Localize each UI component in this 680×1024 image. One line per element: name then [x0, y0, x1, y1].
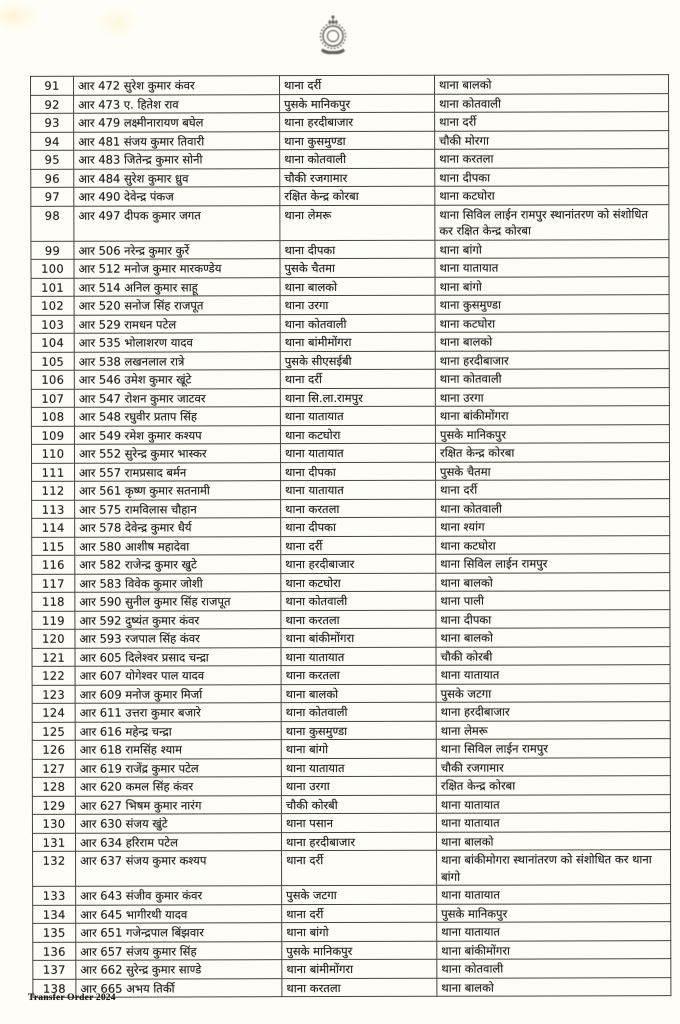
- name-cell: आर 616 महेन्द्र चन्द्रा: [75, 721, 281, 740]
- table-row: [31, 204, 669, 241]
- name-cell: आर 605 दिलेश्वर प्रसाद चन्द्रा: [75, 647, 281, 666]
- from-posting-cell: थाना दर्री: [280, 75, 435, 94]
- to-posting-cell: थाना बांकीमोंगरा: [437, 940, 671, 959]
- table-row: [31, 406, 669, 426]
- table-row: [32, 572, 670, 592]
- to-posting-cell: चौकी रजगामार: [436, 757, 670, 776]
- to-posting-cell: थाना बालको: [435, 332, 669, 351]
- to-posting-cell: रक्षित केन्द्र कोरबा: [435, 443, 669, 462]
- from-posting-cell: थाना पसान: [281, 813, 436, 832]
- name-cell: आर 538 लखनलाल रात्रे: [74, 351, 280, 370]
- from-posting-cell: थाना दर्री: [280, 369, 435, 388]
- from-posting-cell: थाना कटघोरा: [281, 573, 436, 592]
- name-cell: आर 627 भिषम कुमार नारंग: [75, 795, 281, 814]
- serial-cell: 117: [32, 574, 75, 593]
- table-row: [32, 665, 670, 685]
- to-posting-cell: थाना बांगो: [435, 239, 669, 258]
- to-posting-cell: थाना सिविल लाईन रामपुर: [436, 739, 670, 758]
- table-row: [31, 313, 669, 333]
- name-cell: आर 651 गजेन्द्रपाल बिंझवार: [76, 923, 282, 942]
- table-row: [32, 628, 670, 648]
- name-cell: आर 634 हरिराम पटेल: [75, 832, 281, 851]
- name-cell: आर 481 संजय कुमार तिवारी: [74, 131, 280, 150]
- serial-cell: 99: [31, 241, 74, 260]
- serial-cell: 110: [31, 444, 74, 463]
- from-posting-cell: थाना बांगो: [282, 922, 437, 941]
- name-cell: आर 619 राजेंद्र कुमार पटेल: [75, 758, 281, 777]
- to-posting-cell: थाना बांकीमोंगरा: [435, 406, 669, 425]
- name-cell: आर 662 सुरेन्द्र कुमार साण्डे: [76, 960, 282, 979]
- to-posting-cell: चौकी मोरगा: [435, 130, 669, 149]
- name-cell: आर 618 रामसिंह श्याम: [75, 740, 281, 759]
- table-row: [33, 959, 671, 979]
- from-posting-cell: थाना यातायात: [281, 647, 436, 666]
- transfer-order-table: [30, 74, 671, 998]
- to-posting-cell: थाना यातायात: [435, 258, 669, 277]
- footer-label: Transfer Order 2024: [28, 993, 116, 1003]
- to-posting-cell: थाना कोतवाली: [435, 369, 669, 388]
- table-row: [31, 130, 669, 150]
- name-cell: आर 552 सुरेन्द्र कुमार भास्कर: [74, 444, 280, 463]
- from-posting-cell: थाना यातायात: [280, 406, 435, 425]
- serial-cell: 121: [32, 648, 75, 667]
- name-cell: आर 609 मनोज कुमार मिर्जा: [75, 684, 281, 703]
- serial-cell: 100: [31, 259, 74, 278]
- serial-cell: 135: [33, 923, 76, 942]
- table-row: [32, 794, 670, 814]
- to-posting-cell: थाना यातायात: [437, 885, 671, 904]
- from-posting-cell: थाना दीपका: [281, 517, 436, 536]
- name-cell: आर 547 रोशन कुमार जाटवर: [74, 388, 280, 407]
- serial-cell: 123: [32, 685, 75, 704]
- serial-cell: 95: [31, 150, 74, 169]
- name-cell: आर 535 भोलाशरण यादव: [74, 333, 280, 352]
- serial-cell: 127: [32, 759, 75, 778]
- table-row: [32, 609, 670, 629]
- name-cell: आर 561 कृष्ण कुमार सतनामी: [75, 481, 281, 500]
- from-posting-cell: थाना दर्री: [282, 904, 437, 923]
- name-cell: आर 643 संजीव कुमार कंवर: [76, 886, 282, 905]
- table-row: [31, 75, 669, 95]
- from-posting-cell: थाना यातायात: [281, 480, 436, 499]
- serial-cell: 116: [32, 555, 75, 574]
- to-posting-cell: थाना यातायात: [437, 922, 671, 941]
- table-row: [31, 276, 669, 296]
- from-posting-cell: थाना कोतवाली: [280, 314, 435, 333]
- to-posting-cell: पुसके मानिकपुर: [437, 903, 671, 922]
- serial-cell: 107: [31, 389, 74, 408]
- from-posting-cell: थाना करतला: [281, 665, 436, 684]
- to-posting-cell: थाना उरगा: [435, 387, 669, 406]
- from-posting-cell: थाना हरदीबाजार: [281, 554, 436, 573]
- serial-cell: 112: [32, 481, 75, 500]
- table-row: [31, 186, 669, 206]
- from-posting-cell: थाना यातायात: [281, 758, 436, 777]
- table-row: [33, 850, 671, 887]
- to-posting-cell: थाना बालको: [436, 831, 670, 850]
- to-posting-cell: पुसके जटगा: [436, 683, 670, 702]
- name-cell: आर 578 देवेन्द्र कुमार धैर्य: [75, 518, 281, 537]
- from-posting-cell: थाना सि.ला.रामपुर: [280, 388, 435, 407]
- name-cell: आर 593 रजपाल सिंह कंवर: [75, 629, 281, 648]
- from-posting-cell: चौकी रजगामार: [280, 168, 435, 187]
- serial-cell: 104: [31, 333, 74, 352]
- name-cell: आर 484 सुरेश कुमार ध्रुव: [74, 168, 280, 187]
- table-row: [33, 940, 671, 960]
- serial-cell: 124: [32, 703, 75, 722]
- to-posting-cell: थाना दर्री: [436, 480, 670, 499]
- to-posting-cell: थाना बांगो: [435, 276, 669, 295]
- table-row: [31, 167, 669, 187]
- table-row: [32, 461, 670, 481]
- to-posting-cell: थाना लेमरू: [436, 720, 670, 739]
- name-cell: आर 514 अनिल कुमार साहू: [74, 277, 280, 296]
- table-row: [32, 702, 670, 722]
- name-cell: आर 483 जितेन्द्र कुमार सोनी: [74, 150, 280, 169]
- table-row: [32, 739, 670, 759]
- name-cell: आर 590 सुनील कुमार सिंह राजपूत: [75, 592, 281, 611]
- serial-cell: 108: [31, 407, 74, 426]
- table-row: [31, 369, 669, 389]
- to-posting-cell: थाना कोतवाली: [436, 498, 670, 517]
- name-cell: आर 490 देवेन्द्र पंकज: [74, 187, 280, 206]
- name-cell: आर 665 अभय तिर्की: [76, 978, 282, 997]
- serial-cell: 92: [31, 95, 74, 114]
- from-posting-cell: थाना कुसमुण्डा: [281, 721, 436, 740]
- from-posting-cell: थाना दर्री: [282, 850, 437, 885]
- serial-cell: 111: [32, 463, 75, 482]
- from-posting-cell: चौकी कोरबी: [281, 795, 436, 814]
- to-posting-cell: थाना हरदीबाजार: [435, 350, 669, 369]
- from-posting-cell: पुसके मानिकपुर: [280, 94, 435, 113]
- table-row: [31, 93, 669, 113]
- name-cell: आर 592 दुष्यंत कुमार कंवर: [75, 610, 281, 629]
- table-row: [32, 757, 670, 777]
- table-row: [31, 387, 669, 407]
- serial-cell: 101: [31, 278, 74, 297]
- to-posting-cell: थाना हरदीबाजार: [436, 702, 670, 721]
- name-cell: आर 549 रमेश कुमार कश्यप: [74, 425, 280, 444]
- to-posting-cell: पुसके चैतमा: [436, 461, 670, 480]
- serial-cell: 128: [32, 777, 75, 796]
- to-posting-cell: थाना दीपका: [436, 609, 670, 628]
- to-posting-cell: थाना कटघोरा: [435, 313, 669, 332]
- serial-cell: 137: [33, 960, 76, 979]
- serial-cell: 103: [31, 315, 74, 334]
- name-cell: आर 506 नरेन्द्र कुमार कुर्रे: [74, 240, 280, 259]
- name-cell: आर 529 रामधन पटेल: [74, 314, 280, 333]
- name-cell: आर 575 रामविलास चौहान: [75, 499, 281, 518]
- to-posting-cell: थाना सिविल लाईन रामपुर: [436, 554, 670, 573]
- table-row: [32, 831, 670, 851]
- serial-cell: 118: [32, 592, 75, 611]
- table-row: [33, 885, 671, 905]
- to-posting-cell: थाना दर्री: [435, 112, 669, 131]
- serial-cell: 97: [31, 187, 74, 206]
- from-posting-cell: थाना कोतवाली: [281, 591, 436, 610]
- to-posting-cell: थाना यातायात: [436, 794, 670, 813]
- name-cell: आर 645 भागीरथी यादव: [76, 904, 282, 923]
- table-row: [32, 591, 670, 611]
- table-row: [31, 239, 669, 259]
- to-posting-cell: थाना कटघोरा: [435, 186, 669, 205]
- name-cell: आर 630 संजय खुंटे: [75, 814, 281, 833]
- name-cell: आर 472 सुरेश कुमार कंवर: [74, 76, 280, 95]
- name-cell: आर 546 उमेश कुमार खूंटे: [74, 370, 280, 389]
- from-posting-cell: थाना यातायात: [280, 443, 435, 462]
- table-row: [32, 683, 670, 703]
- to-posting-cell: चौकी कोरबी: [436, 646, 670, 665]
- to-posting-cell: थाना दीपका: [435, 167, 669, 186]
- from-posting-cell: थाना दर्री: [281, 536, 436, 555]
- to-posting-cell: थाना श्यांग: [436, 517, 670, 536]
- to-posting-cell: थाना पाली: [436, 591, 670, 610]
- table-row: [31, 350, 669, 370]
- from-posting-cell: थाना दीपका: [281, 462, 436, 481]
- police-badge-icon: [315, 14, 351, 60]
- name-cell: आर 479 लक्ष्मीनारायण बघेल: [74, 113, 280, 132]
- from-posting-cell: थाना दीपका: [280, 240, 435, 259]
- name-cell: आर 657 संजय कुमार सिंह: [76, 941, 282, 960]
- from-posting-cell: पुसके जटगा: [282, 885, 437, 904]
- to-posting-cell: थाना कटघोरा: [436, 535, 670, 554]
- from-posting-cell: थाना बांकीमोंगरा: [281, 628, 436, 647]
- name-cell: आर 548 रघुवीर प्रताप सिंह: [74, 407, 280, 426]
- from-posting-cell: थाना उरगा: [281, 776, 436, 795]
- from-posting-cell: थाना करतला: [281, 499, 436, 518]
- serial-cell: 129: [32, 796, 75, 815]
- serial-cell: 134: [33, 905, 76, 924]
- serial-cell: 105: [31, 352, 74, 371]
- from-posting-cell: थाना लेमरू: [280, 205, 435, 240]
- from-posting-cell: थाना बालको: [280, 277, 435, 296]
- table-row: [33, 977, 671, 997]
- table-row: [32, 646, 670, 666]
- to-posting-cell: थाना बांकीमोगरा स्थानांतरण को संशोधित कर थाना बांगो: [437, 850, 671, 886]
- table-row: [33, 903, 671, 923]
- serial-cell: 114: [32, 518, 75, 537]
- serial-cell: 96: [31, 169, 74, 188]
- table-row: [32, 776, 670, 796]
- serial-cell: 138: [33, 979, 76, 998]
- table-row: [31, 295, 669, 315]
- to-posting-cell: थाना बालको: [436, 572, 670, 591]
- to-posting-cell: थाना बालको: [436, 628, 670, 647]
- from-posting-cell: पुसके सीएसईबी: [280, 351, 435, 370]
- serial-cell: 133: [33, 886, 76, 905]
- serial-cell: 132: [33, 851, 76, 886]
- serial-cell: 119: [32, 611, 75, 630]
- table-row: [32, 535, 670, 555]
- serial-cell: 136: [33, 942, 76, 961]
- serial-cell: 120: [32, 629, 75, 648]
- name-cell: आर 607 योगेश्वर पाल यादव: [75, 666, 281, 685]
- table-row: [32, 480, 670, 500]
- from-posting-cell: थाना करतला: [281, 610, 436, 629]
- table-row: [31, 443, 669, 463]
- name-cell: आर 583 विवेक कुमार जोशी: [75, 573, 281, 592]
- serial-cell: 125: [32, 722, 75, 741]
- name-cell: आर 557 रामप्रसाद बर्मन: [75, 462, 281, 481]
- table-row: [32, 498, 670, 518]
- to-posting-cell: थाना करतला: [435, 149, 669, 168]
- serial-cell: 106: [31, 370, 74, 389]
- table-row: [31, 332, 669, 352]
- transfer-table-body: [31, 75, 671, 998]
- from-posting-cell: थाना करतला: [282, 978, 437, 997]
- from-posting-cell: थाना बांमीमोंगरा: [282, 959, 437, 978]
- from-posting-cell: थाना हरदीबाजार: [280, 112, 435, 131]
- serial-cell: 131: [32, 833, 75, 852]
- from-posting-cell: थाना उरगा: [280, 295, 435, 314]
- to-posting-cell: थाना बालको: [437, 977, 671, 996]
- name-cell: आर 580 आशीष महादेवा: [75, 536, 281, 555]
- to-posting-cell: थाना बालको: [435, 75, 669, 94]
- serial-cell: 126: [32, 740, 75, 759]
- serial-cell: 102: [31, 296, 74, 315]
- to-posting-cell: पुसके मानिकपुर: [435, 424, 669, 443]
- serial-cell: 98: [31, 206, 74, 241]
- name-cell: आर 611 उत्तरा कुमार बजारे: [75, 703, 281, 722]
- table-row: [32, 554, 670, 574]
- from-posting-cell: थाना कटघोरा: [280, 425, 435, 444]
- serial-cell: 109: [31, 426, 74, 445]
- name-cell: आर 497 दीपक कुमार जगत: [74, 205, 280, 241]
- name-cell: आर 582 राजेन्द्र कुमार खुटे: [75, 555, 281, 574]
- name-cell: आर 520 सनोज सिंह राजपूत: [74, 296, 280, 315]
- serial-cell: 115: [32, 537, 75, 556]
- from-posting-cell: थाना बालको: [281, 684, 436, 703]
- table-row: [32, 813, 670, 833]
- to-posting-cell: थाना कोतवाली: [435, 93, 669, 112]
- serial-cell: 91: [31, 76, 74, 95]
- serial-cell: 130: [32, 814, 75, 833]
- table-row: [32, 720, 670, 740]
- name-cell: आर 620 कमल सिंह कंवर: [75, 777, 281, 796]
- serial-cell: 113: [32, 500, 75, 519]
- to-posting-cell: थाना यातायात: [436, 665, 670, 684]
- to-posting-cell: रक्षित केन्द्र कोरबा: [436, 776, 670, 795]
- serial-cell: 122: [32, 666, 75, 685]
- name-cell: आर 512 मनोज कुमार मारकण्डेय: [74, 259, 280, 278]
- to-posting-cell: थाना सिविल लाईन रामपुर स्थानांतरण को संशोधित कर रक्षित केन्द्र कोरबा: [435, 204, 669, 240]
- to-posting-cell: थाना कोतवाली: [437, 959, 671, 978]
- to-posting-cell: थाना कुसमुण्डा: [435, 295, 669, 314]
- from-posting-cell: रक्षित केन्द्र कोरबा: [280, 186, 435, 205]
- from-posting-cell: थाना हरदीबाजार: [281, 832, 436, 851]
- serial-cell: 93: [31, 113, 74, 132]
- name-cell: आर 473 ए. हितेश राव: [74, 94, 280, 113]
- from-posting-cell: थाना कोतवाली: [281, 702, 436, 721]
- table-row: [32, 517, 670, 537]
- serial-cell: 94: [31, 132, 74, 151]
- from-posting-cell: थाना बांगो: [281, 739, 436, 758]
- from-posting-cell: थाना कोतवाली: [280, 149, 435, 168]
- to-posting-cell: थाना यातायात: [436, 813, 670, 832]
- from-posting-cell: पुसके मानिकपुर: [282, 941, 437, 960]
- table-row: [31, 149, 669, 169]
- from-posting-cell: थाना बांमीमोंगरा: [280, 332, 435, 351]
- from-posting-cell: थाना कुसमुण्डा: [280, 131, 435, 150]
- table-row: [33, 922, 671, 942]
- table-row: [31, 112, 669, 132]
- from-posting-cell: पुसके चैतमा: [280, 258, 435, 277]
- name-cell: आर 637 संजय कुमार कश्यप: [76, 851, 282, 887]
- table-row: [31, 258, 669, 278]
- table-row: [31, 424, 669, 444]
